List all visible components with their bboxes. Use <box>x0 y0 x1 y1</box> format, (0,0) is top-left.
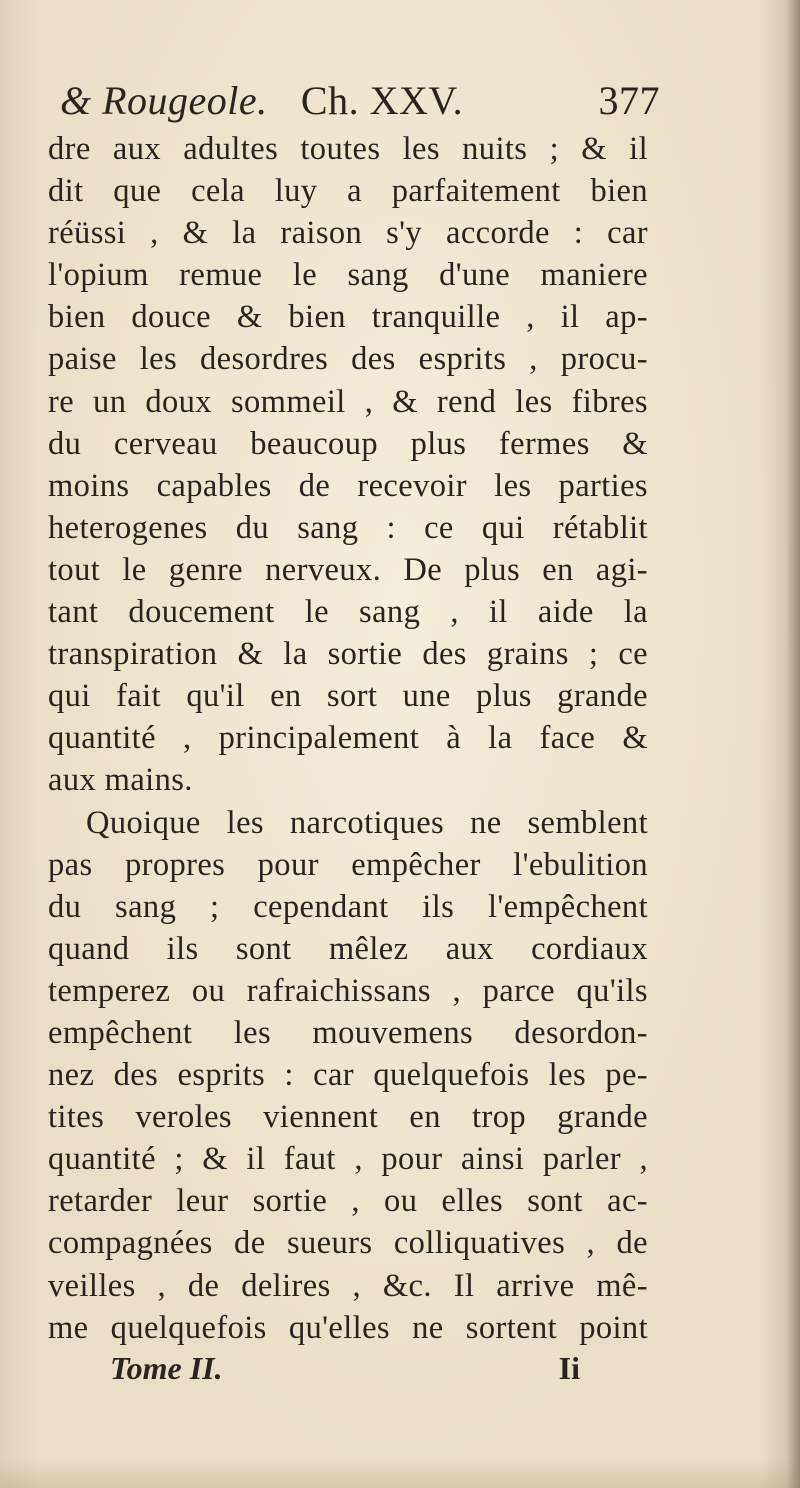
text-line: du sang ; cependant ils l'empêchent <box>48 888 648 925</box>
text-line: dre aux adultes toutes les nuits ; & il <box>48 131 648 167</box>
page-edge-shadow <box>786 0 800 1488</box>
text-line: empêchent les mouvemens desordon- <box>48 1014 648 1051</box>
text-line-paragraph-end: aux mains. <box>48 762 193 799</box>
text-line: paise les desordres des esprits , procu- <box>48 341 648 378</box>
running-head-title: & Rougeole. <box>60 78 268 123</box>
signature-mark: Ii <box>558 1350 580 1386</box>
text-line: réüssi , & la raison s'y accorde : car <box>48 215 648 252</box>
text-line: bien douce & bien tranquille , il ap- <box>48 299 648 336</box>
text-line: veilles , de delires , &c. Il arrive mê- <box>48 1267 648 1304</box>
text-line: tites veroles viennent en trop grande <box>48 1099 648 1136</box>
text-line: dit que cela luy a parfaitement bien <box>48 173 648 210</box>
text-line: temperez ou rafraichissans , parce qu'ils <box>48 972 648 1009</box>
page-bottom-edge <box>0 1458 800 1488</box>
text-line: quand ils sont mêlez aux cordiaux <box>48 930 648 967</box>
text-line: compagnées de sueurs colliquatives , de <box>48 1225 648 1262</box>
page-number: 377 <box>598 78 660 123</box>
text-line-paragraph-start: Quoique les narcotiques ne semblent <box>86 804 648 841</box>
text-line: transpiration & la sortie des grains ; ce <box>48 636 648 673</box>
text-line: me quelquefois qu'elles ne sortent point <box>48 1309 648 1346</box>
text-line: tant doucement le sang , il aide la <box>48 594 648 631</box>
text-line: pas propres pour empêcher l'ebulition <box>48 846 648 883</box>
text-line: du cerveau beaucoup plus fermes & <box>48 425 648 462</box>
text-line: heterogenes du sang : ce qui rétablit <box>48 509 648 546</box>
volume-label: Tome II. <box>110 1350 223 1386</box>
text-line: l'opium remue le sang d'une maniere <box>48 257 648 294</box>
text-line: quantité ; & il faut , pour ainsi parler , <box>48 1141 648 1178</box>
text-line: qui fait qu'il en sort une plus grande <box>48 678 648 715</box>
body-text <box>48 128 648 1349</box>
text-line: nez des esprits : car quelquefois les pe- <box>48 1057 648 1094</box>
text-line: quantité , principalement à la face & <box>48 720 648 757</box>
text-line: moins capables de recevoir les parties <box>48 467 648 504</box>
text-line: retarder leur sortie , ou elles sont ac- <box>48 1183 648 1220</box>
running-head-chapter: Ch. XXV. <box>300 78 464 123</box>
text-line: re un doux sommeil , & rend les fibres <box>48 383 648 420</box>
running-head <box>60 72 660 130</box>
text-line: tout le genre nerveux. De plus en agi- <box>48 551 648 588</box>
page-footer <box>110 1345 580 1391</box>
